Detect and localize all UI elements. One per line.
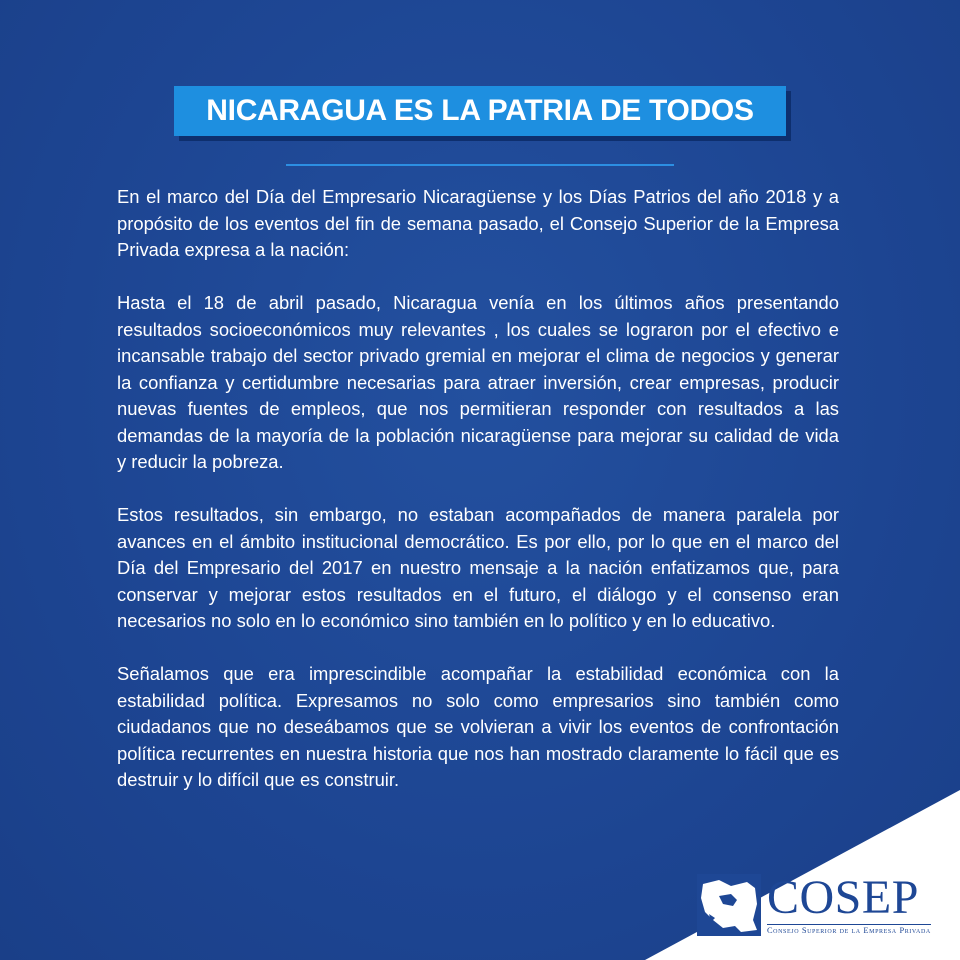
paragraph-institutional: Estos resultados, sin embargo, no estaban acompañados de manera paralela por avances en el ámbito institucional democrático. Es por ello, por lo que en el marco del Día del Empresario del 2017 en nuestro mensaje a la nación enfatizamos que, para conservar y mejorar estos resultados en el futuro, el diálogo y el consenso eran necesarios no solo en lo económico sino también en lo político y en lo educativo. bbox=[117, 504, 839, 631]
logo-wordmark: COSEP bbox=[767, 871, 919, 924]
nicaragua-map-icon bbox=[697, 874, 761, 936]
paragraph-stability: Señalamos que era imprescindible acompañar la estabilidad económica con la estabilidad política. Expresamos no solo como empresarios sino también como ciudadanos que no deseábamos que se volvieran a vivir los eventos de confrontación política recurrentes en nuestra historia que nos han mostrado claramente lo fácil que es destruir y lo difícil que es construir. bbox=[117, 663, 839, 790]
logo-subtitle: Consejo Superior de la Empresa Privada bbox=[767, 926, 931, 935]
page-title: NICARAGUA ES LA PATRIA DE TODOS bbox=[206, 94, 754, 127]
cosep-logo bbox=[697, 871, 942, 938]
paragraph-intro: En el marco del Día del Empresario Nicaragüense y los Días Patrios del año 2018 y a propósito de los eventos del fin de semana pasado, el Consejo Superior de la Empresa Privada expresa a la nación: bbox=[117, 186, 839, 260]
paragraph-results: Hasta el 18 de abril pasado, Nicaragua venía en los últimos años presentando resultados socioeconómicos muy relevantes , los cuales se lograron por el efectivo e incansable trabajo del sector privado gremial en mejorar el clima de negocios y generar la confianza y certidumbre necesarias para atraer inversión, crear empresas, producir nuevas fuentes de empleos, que nos permitieran responder con resultados a las demandas de la mayoría de la población nicaragüense para mejorar su calidad de vida y reducir la pobreza. bbox=[117, 292, 839, 472]
